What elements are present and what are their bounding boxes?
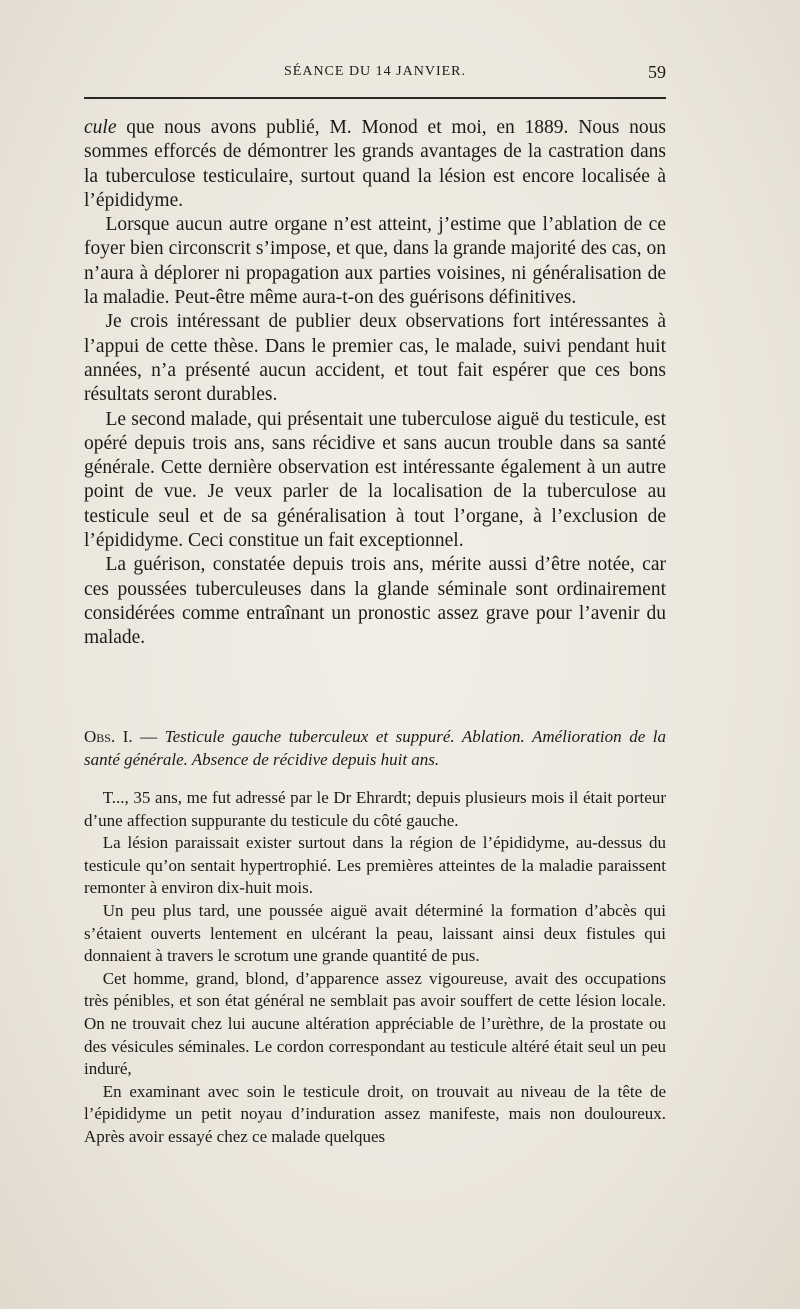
- observation-paragraph-5: En examinant avec soin le testicule droit, on trouvait au niveau de la tête de l’épididyme un petit noyau d’induration assez manifeste, mais non douloureux. Après avoir essayé chez ce malade quelques: [84, 1081, 666, 1146]
- observation-label: Obs. I.: [84, 727, 133, 746]
- paragraph-2: Lorsque aucun autre organe n’est atteint, j’estime que l’ablation de ce foyer bien circonscrit s’impose, et que, dans la grande majorité des cas, on n’aura à déplorer ni propagation aux parties voisines, ni généralisation de la maladie. Peut-être même aura-t-on des guérisons définitives.: [84, 214, 666, 309]
- page-header: [84, 62, 666, 86]
- running-title: SÉANCE DU 14 JANVIER.: [284, 64, 466, 79]
- paragraph-4: Le second malade, qui présentait une tuberculose aiguë du testicule, est opéré depuis trois ans, sans récidive et sans aucun trouble dans sa santé générale. Cette dernière observation est intéressante également à un autre point de vue. Je veux parler de la localisation de la tuberculose au testicule seul et de sa généralisation à tout l’organe, à l’exclusion de l’épididyme. Ceci constitue un fait exceptionnel.: [84, 408, 666, 552]
- observation-paragraph-3: Un peu plus tard, une poussée aiguë avait déterminé la formation d’abcès qui s’étaient ouverts lentement en ulcérant la peau, laissant ainsi deux fistules qui donnaient à travers le scrotum une grande quantité de pus.: [84, 900, 666, 966]
- observation-paragraph-4: Cet homme, grand, blond, d’apparence assez vigoureuse, avait des occupations très pénibles, et son état général ne semblait pas avoir souffert de cette lésion locale. On ne trouvait chez lui aucune altération appréciable de l’urèthre, de la prostate ou des vésicules séminales. Le cordon correspondant au testicule altéré était seul un peu induré,: [84, 968, 666, 1079]
- observation-dash: —: [132, 727, 165, 746]
- observation-paragraph-1: T..., 35 ans, me fut adressé par le Dr Ehrardt; depuis plusieurs mois il était porteur d’une affection suppurante du testicule du côté gauche.: [84, 788, 666, 830]
- page-number: 59: [648, 62, 666, 82]
- paragraph-1-italic-word: cule: [84, 117, 117, 138]
- header-rule: [84, 97, 666, 99]
- paragraph-1-text: que nous avons publié, M. Monod et moi, en 1889. Nous nous sommes efforcés de démontrer les grands avantages de la castration dans la tuberculose testiculaire, surtout quand la lésion est encore localisée à l’épididyme.: [84, 117, 666, 211]
- paragraph-5: La guérison, constatée depuis trois ans, mérite aussi d’être notée, car ces poussées tuberculeuses dans la glande séminale sont ordinairement considérées comme entraînant un pronostic assez grave pour l’avenir du malade.: [84, 554, 666, 649]
- paragraph-3: Je crois intéressant de publier deux observations fort intéressantes à l’appui de cette thèse. Dans le premier cas, le malade, suivi pendant huit années, n’a présenté aucun accident, et tout fait espérer que ces bons résultats seront durables.: [84, 311, 666, 406]
- paragraph-1: [84, 116, 666, 213]
- main-text: [84, 116, 666, 651]
- observation-paragraph-2: La lésion paraissait exister surtout dans la région de l’épididyme, au-dessus du testicule qu’on sentait hypertrophié. Les premières atteintes de la maladie paraissent remonter à environ dix-huit mois.: [84, 833, 666, 898]
- observation-title: Testicule gauche tuberculeux et suppuré. Ablation. Amélioration de la santé générale. Absence de récidive depuis huit ans.: [84, 727, 666, 769]
- observation-text: [84, 787, 666, 1149]
- observation-heading: [84, 725, 666, 771]
